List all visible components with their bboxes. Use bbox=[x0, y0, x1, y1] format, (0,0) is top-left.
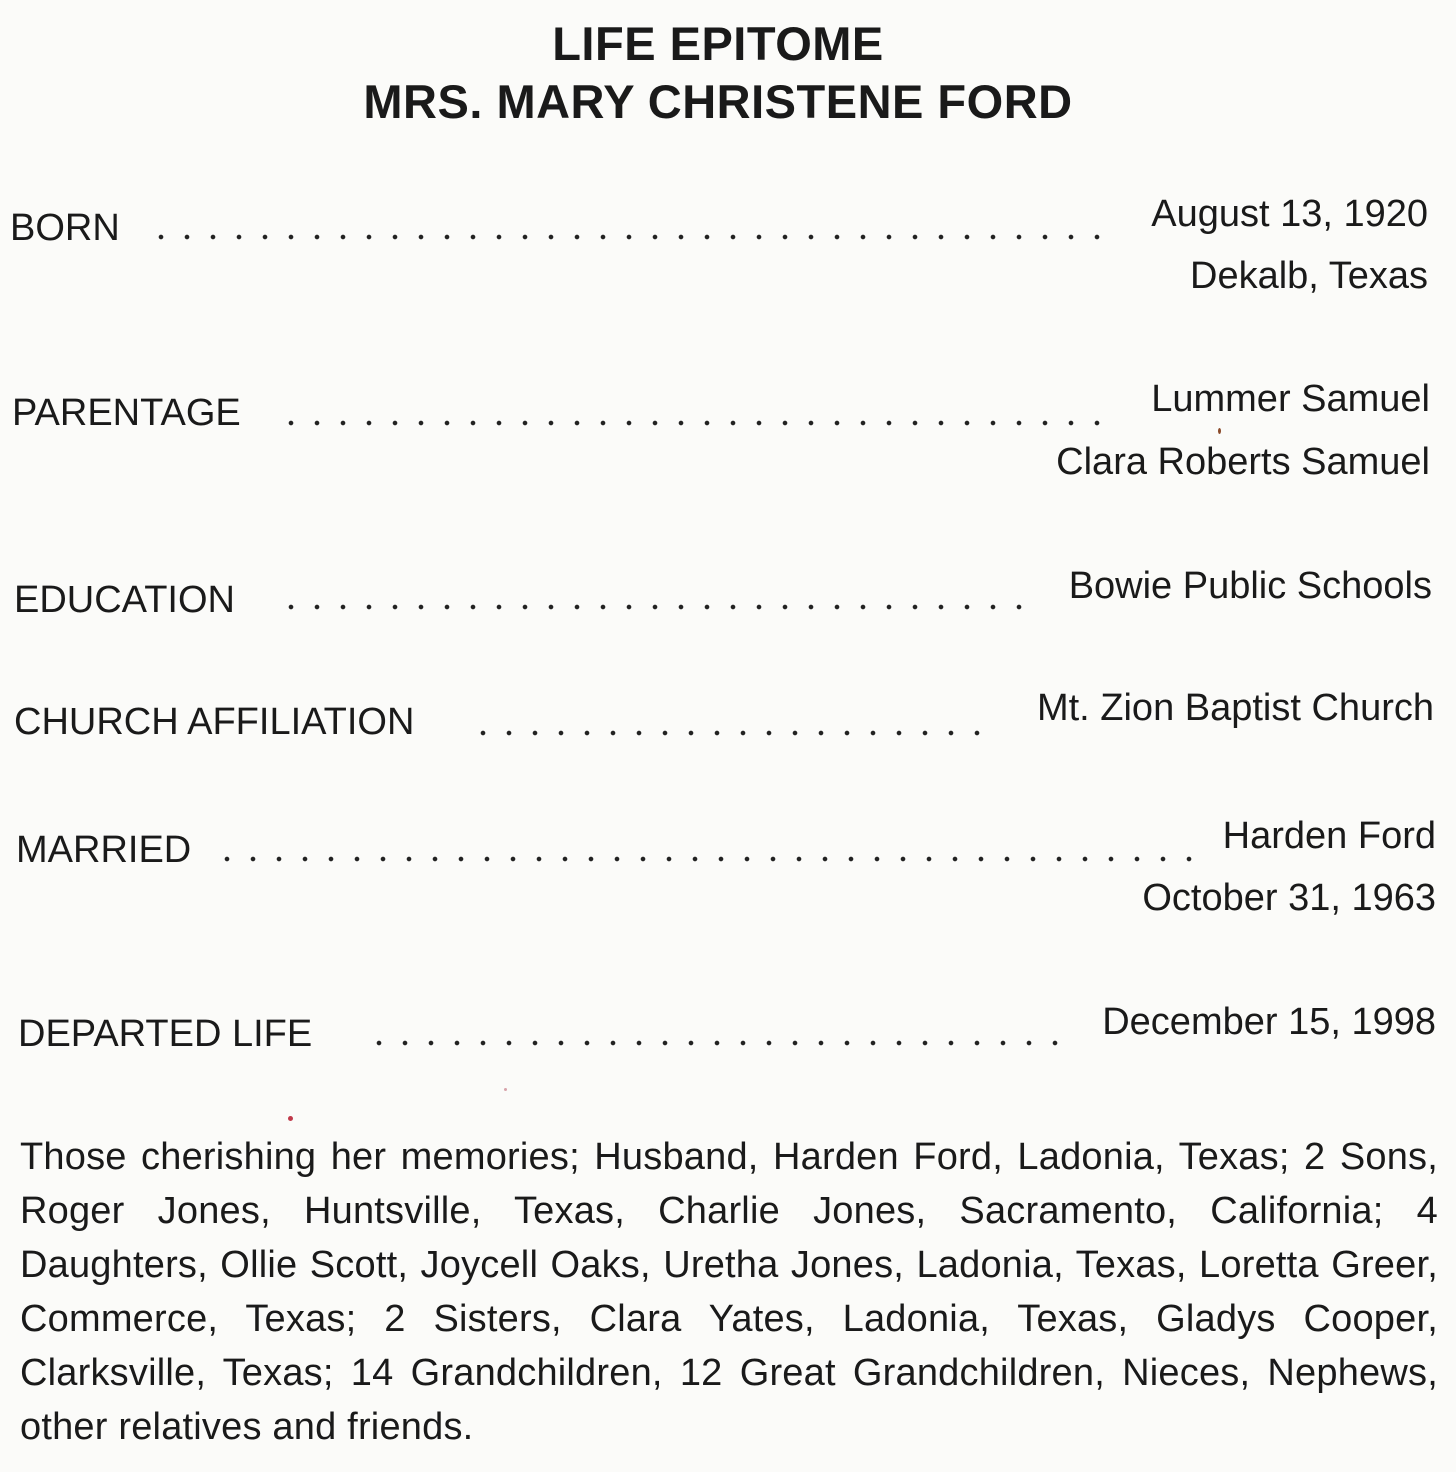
entry-value: Clara Roberts Samuel bbox=[1056, 441, 1430, 483]
print-speck bbox=[1218, 428, 1221, 434]
entry-label: CHURCH AFFILIATION bbox=[14, 701, 415, 743]
entry-label: BORN bbox=[10, 207, 120, 249]
entry-label: DEPARTED LIFE bbox=[18, 1013, 313, 1055]
dot-leader bbox=[278, 420, 1118, 426]
dot-leader bbox=[366, 1040, 1062, 1046]
entry-value: Mt. Zion Baptist Church bbox=[1036, 687, 1434, 729]
entry-label: PARENTAGE bbox=[12, 392, 241, 434]
entry-value: August 13, 1920 bbox=[1151, 193, 1428, 235]
survivors-paragraph: Those cherishing her memories; Husband, Harden Ford, Ladonia, Texas; 2 Sons, Roger Jones, Huntsville, Texas, Charlie Jones, Sacramento, California; 4 Daughters, Ollie Scott, Joycell Oaks, Uretha Jones, Ladonia, Texas, Loretta Greer, Commerce, Texas; 2 Sisters, Clara Yates, Ladonia, Texas, Gladys Cooper, Clarksville, Texas; 14 Grandchildren, 12 Great Grandchildren, Nieces, Nephews, other relatives and friends. bbox=[20, 1136, 1438, 1448]
entry-value: December 15, 1998 bbox=[1102, 1001, 1436, 1043]
deceased-name: MRS. MARY CHRISTENE FORD bbox=[363, 75, 1073, 128]
entry-value: Harden Ford bbox=[1222, 815, 1436, 857]
entry-value: Dekalb, Texas bbox=[1190, 255, 1428, 297]
dot-leader bbox=[278, 604, 1022, 610]
print-speck bbox=[288, 1116, 293, 1121]
print-speck bbox=[504, 1088, 507, 1091]
entry-label: MARRIED bbox=[16, 829, 192, 871]
entry-label: EDUCATION bbox=[14, 579, 235, 621]
page-title: LIFE EPITOME bbox=[552, 17, 884, 70]
dot-leader bbox=[148, 234, 1118, 240]
entry-value: October 31, 1963 bbox=[1142, 877, 1436, 919]
dot-leader bbox=[214, 856, 1194, 862]
dot-leader bbox=[470, 730, 990, 736]
entry-value: Bowie Public Schools bbox=[1068, 565, 1432, 607]
entry-value: Lummer Samuel bbox=[1151, 378, 1430, 420]
